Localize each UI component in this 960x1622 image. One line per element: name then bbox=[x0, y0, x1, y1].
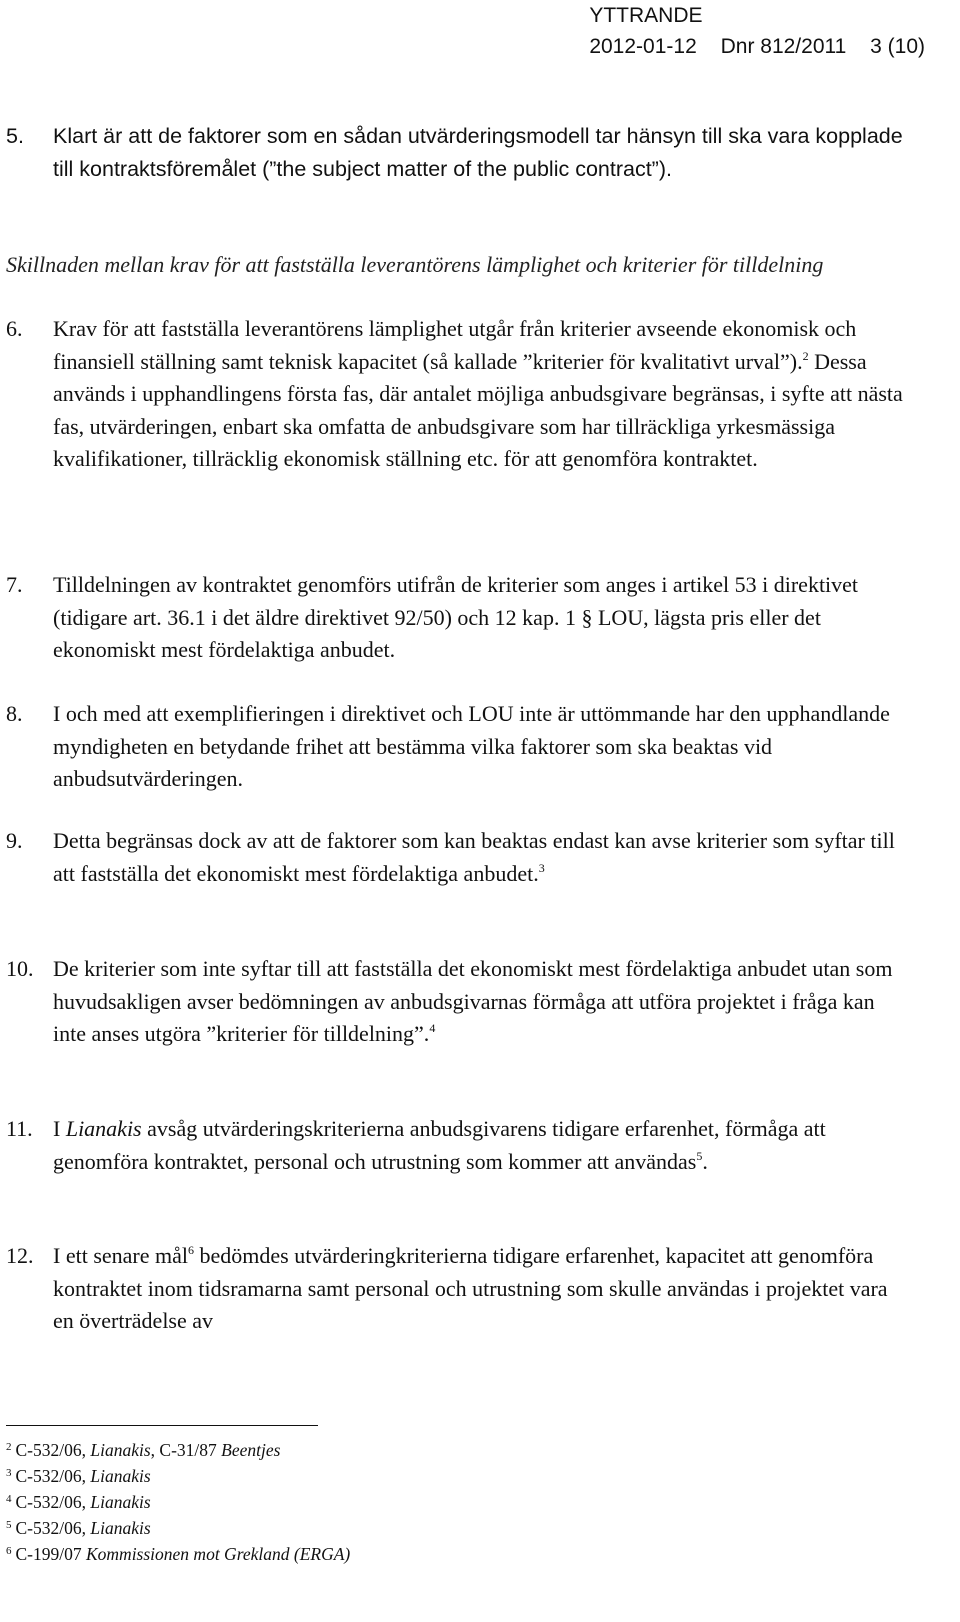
paragraph-number: 6. bbox=[6, 316, 23, 341]
paragraph-number: 7. bbox=[6, 572, 23, 597]
section-heading: Skillnaden mellan krav för att fastställa leverantörens lämplighet och kriterier för tilldelning bbox=[6, 252, 824, 277]
paragraph-number: 11. bbox=[6, 1116, 33, 1141]
document-dnr: Dnr 812/2011 bbox=[720, 35, 847, 58]
footnote-number: 4 bbox=[6, 1493, 12, 1505]
footnote-ref: 6 bbox=[188, 1243, 194, 1257]
paragraph-number: 5. bbox=[6, 124, 24, 148]
header-meta bbox=[589, 31, 925, 62]
page-header bbox=[589, 0, 925, 62]
text-segment: Detta begränsas dock av att de faktorer som kan beaktas endast kan avse kriterier som syftar till att fastställa det ekonomiskt mest fördelaktiga anbudet. bbox=[53, 828, 895, 886]
footnote-text: C-532/06, bbox=[15, 1466, 91, 1486]
footnote bbox=[6, 1489, 350, 1515]
footnote-ref: 3 bbox=[538, 860, 545, 875]
paragraph-9 bbox=[6, 825, 906, 890]
paragraph-5 bbox=[6, 120, 906, 185]
paragraph-text bbox=[53, 953, 906, 1051]
document-type: YTTRANDE bbox=[589, 4, 703, 27]
text-segment: I bbox=[53, 1116, 66, 1141]
paragraph-11 bbox=[6, 1113, 906, 1178]
paragraph-text bbox=[53, 1240, 906, 1338]
paragraph-6 bbox=[6, 313, 906, 476]
paragraph-8 bbox=[6, 698, 906, 796]
paragraph-number: 9. bbox=[6, 828, 23, 853]
footnote-number: 6 bbox=[6, 1545, 12, 1557]
paragraph-number: 8. bbox=[6, 701, 23, 726]
footnote-ref: 2 bbox=[802, 348, 809, 363]
footnote bbox=[6, 1463, 350, 1489]
paragraph-text bbox=[53, 313, 906, 476]
case-name: Lianakis bbox=[65, 1116, 142, 1141]
text-segment: avsåg utvärderingskriterierna anbudsgivarens tidigare erfarenhet, förmåga att genomföra kontraktet, personal och utrustning som kommer att användas bbox=[53, 1116, 826, 1174]
case-name: Lianakis bbox=[90, 1518, 151, 1538]
document-date: 2012-01-12 bbox=[589, 35, 697, 58]
footnote bbox=[6, 1515, 350, 1541]
footnote-text: C-532/06, bbox=[15, 1492, 91, 1512]
case-name: Lianakis bbox=[90, 1440, 151, 1460]
text-segment: . bbox=[702, 1148, 708, 1174]
footnote-number: 5 bbox=[6, 1519, 12, 1531]
footnote bbox=[6, 1437, 350, 1463]
paragraph-number: 10. bbox=[6, 956, 34, 981]
footnote-text: C-532/06, bbox=[15, 1518, 91, 1538]
footnote-ref: 4 bbox=[429, 1021, 436, 1035]
footnote-text: C-199/07 bbox=[15, 1544, 86, 1564]
text-segment: Dessa används i upphandlingens första fas, där antalet möjliga anbudsgivare begränsas, i syfte att nästa fas, utvärderingen, enbart ska omfatta de anbudsgivare som har tillräckliga yrkesmässiga kvalifikationer, tillräcklig ekonomisk ställning etc. för att genomföra kontraktet. bbox=[53, 348, 903, 471]
paragraph-10 bbox=[6, 953, 906, 1051]
footnotes bbox=[6, 1437, 350, 1567]
text-segment: bedömdes utvärderingkriterierna tidigare erfarenhet, kapacitet att genomföra kontraktet inom tidsramarna samt personal och utrustning som skulle användas i projektet vara en överträdelse av bbox=[53, 1243, 888, 1333]
paragraph-7 bbox=[6, 569, 906, 667]
footnote-text: C-532/06, bbox=[15, 1440, 91, 1460]
text-segment: I ett senare mål bbox=[53, 1243, 188, 1268]
footnote bbox=[6, 1541, 350, 1567]
paragraph-text: I och med att exemplifieringen i direktivet och LOU inte är uttömmande har den upphandlande myndigheten en betydande frihet att bestämma vilka faktorer som ska beaktas vid anbudsutvärderingen. bbox=[53, 701, 890, 791]
paragraph-text: Klart är att de faktorer som en sådan utvärderingsmodell tar hänsyn till ska vara kopplade till kontraktsföremålet (”the subject matter of the public contract”). bbox=[53, 124, 903, 181]
footnote-text: , C-31/87 bbox=[150, 1440, 222, 1460]
case-name: Lianakis bbox=[90, 1492, 151, 1512]
footnote-separator bbox=[6, 1425, 318, 1426]
paragraph-text bbox=[53, 1113, 906, 1178]
case-name: Beentjes bbox=[221, 1440, 281, 1460]
paragraph-text: Tilldelningen av kontraktet genomförs utifrån de kriterier som anges i artikel 53 i direktivet (tidigare art. 36.1 i det äldre direktivet 92/50) och 12 kap. 1 § LOU, lägsta pris eller det ekonomiskt mest fördelaktiga anbudet. bbox=[53, 572, 859, 662]
page-number: 3 (10) bbox=[870, 35, 925, 58]
paragraph-text bbox=[53, 825, 906, 890]
footnote-number: 3 bbox=[6, 1467, 12, 1479]
footnote-ref: 5 bbox=[696, 1148, 703, 1163]
case-name: Kommissionen mot Grekland (ERGA) bbox=[86, 1544, 351, 1564]
text-segment: De kriterier som inte syftar till att fastställa det ekonomiskt mest fördelaktiga anbudet utan som huvudsakligen avser bedömningen av anbudsgivarnas förmåga att utföra projektet i fråga kan inte anses utgöra ”kriterier för tilldelning”. bbox=[53, 956, 893, 1046]
paragraph-number: 12. bbox=[6, 1243, 34, 1268]
footnote-number: 2 bbox=[6, 1441, 12, 1453]
paragraph-12 bbox=[6, 1240, 906, 1338]
case-name: Lianakis bbox=[90, 1466, 151, 1486]
text-segment: Krav för att fastställa leverantörens lämplighet utgår från kriterier avseende ekonomisk och finansiell ställning samt teknisk kapacitet (så kallade ”kriterier för kvalitativt urval”). bbox=[53, 316, 857, 374]
